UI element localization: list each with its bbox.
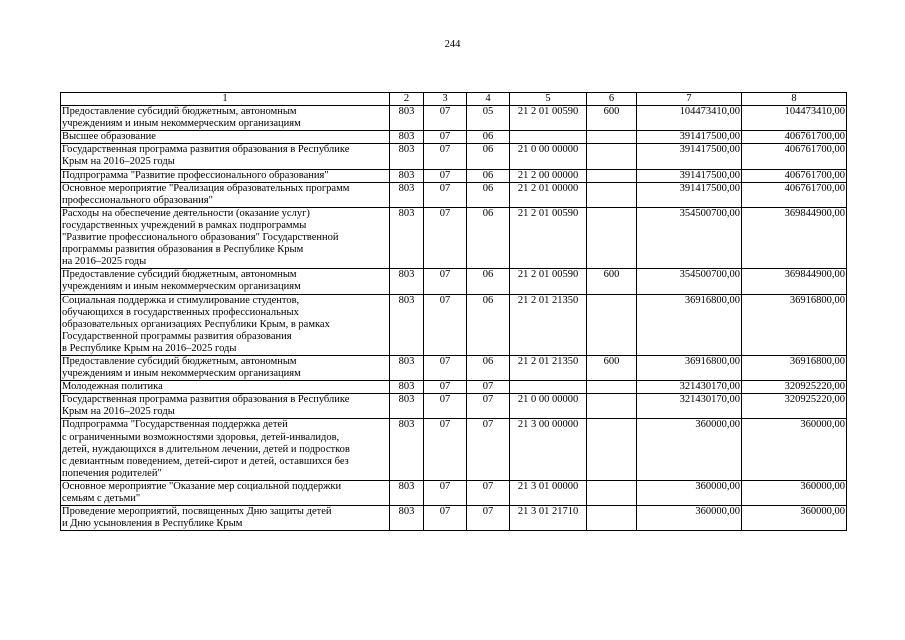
row-description (61, 131, 390, 144)
description-line: детей, нуждающихся в длительном лечении, детей и подростков (62, 443, 350, 455)
row-expense-type (587, 381, 637, 394)
description-line: в Республике Крым на 2016–2025 годы (62, 342, 237, 354)
budget-table (60, 92, 847, 531)
row-description (61, 480, 390, 505)
page-number: 244 (444, 39, 461, 50)
table-body (61, 106, 847, 531)
row-admin-code: 803 (390, 355, 424, 380)
row-section: 07 (424, 182, 467, 207)
description-line: Государственная программа развития образования в Республике (62, 144, 350, 156)
row-target-article: 21 2 01 21350 (510, 294, 587, 355)
row-target-article (510, 381, 587, 394)
row-admin-code: 803 (390, 144, 424, 169)
description-line: Крым на 2016–2025 годы (62, 406, 175, 418)
row-target-article: 21 3 01 00000 (510, 480, 587, 505)
table-row (61, 144, 847, 169)
row-description (61, 294, 390, 355)
description-line: программы развития образования в Республике Крым (62, 244, 304, 256)
row-description (61, 381, 390, 394)
row-section: 07 (424, 355, 467, 380)
row-expense-type (587, 394, 637, 419)
table-row (61, 394, 847, 419)
header-col-5: 5 (510, 93, 587, 106)
row-target-article: 21 2 01 00590 (510, 106, 587, 131)
description-line: учреждениям и иным некоммерческим организациям (62, 368, 301, 380)
row-amount-year-2: 360000,00 (742, 506, 847, 531)
row-admin-code: 803 (390, 294, 424, 355)
row-section: 07 (424, 480, 467, 505)
description-line: Социальная поддержка и стимулирование студентов, (62, 294, 300, 306)
row-description (61, 394, 390, 419)
row-admin-code: 803 (390, 419, 424, 480)
row-section: 07 (424, 394, 467, 419)
row-section: 07 (424, 419, 467, 480)
row-amount-year-1: 36916800,00 (637, 355, 742, 380)
row-amount-year-1: 391417500,00 (637, 182, 742, 207)
row-amount-year-1: 104473410,00 (637, 106, 742, 131)
row-expense-type (587, 506, 637, 531)
description-line: учреждениям и иным некоммерческим организациям (62, 281, 301, 293)
row-amount-year-1: 391417500,00 (637, 169, 742, 182)
row-amount-year-2: 369844900,00 (742, 207, 847, 268)
row-admin-code: 803 (390, 394, 424, 419)
row-admin-code: 803 (390, 169, 424, 182)
description-line: Подпрограмма "Государственная поддержка детей (62, 419, 288, 431)
description-line: образовательных организациях Республики Крым, в рамках (62, 318, 330, 330)
table-row (61, 506, 847, 531)
description-line: учреждениям и иным некоммерческим организациям (62, 118, 301, 130)
table-row (61, 419, 847, 480)
header-col-1: 1 (61, 93, 390, 106)
row-expense-type: 600 (587, 269, 637, 294)
row-admin-code: 803 (390, 131, 424, 144)
row-admin-code: 803 (390, 480, 424, 505)
description-line: Молодежная политика (62, 381, 163, 393)
row-amount-year-2: 36916800,00 (742, 355, 847, 380)
header-col-3: 3 (424, 93, 467, 106)
row-target-article: 21 2 01 00590 (510, 269, 587, 294)
description-line: Основное мероприятие "Оказание мер социальной поддержки (62, 480, 342, 492)
row-target-article (510, 131, 587, 144)
row-section: 07 (424, 506, 467, 531)
header-col-7: 7 (637, 93, 742, 106)
row-description (61, 419, 390, 480)
row-expense-type (587, 182, 637, 207)
row-description (61, 144, 390, 169)
row-target-article: 21 3 00 00000 (510, 419, 587, 480)
row-section: 07 (424, 169, 467, 182)
row-admin-code: 803 (390, 506, 424, 531)
table-row (61, 381, 847, 394)
description-line: Подпрограмма "Развитие профессионального образования" (62, 169, 329, 181)
table-header-row (61, 93, 847, 106)
row-amount-year-2: 36916800,00 (742, 294, 847, 355)
row-amount-year-2: 104473410,00 (742, 106, 847, 131)
row-description (61, 106, 390, 131)
row-admin-code: 803 (390, 182, 424, 207)
row-amount-year-2: 406761700,00 (742, 131, 847, 144)
description-line: Предоставление субсидий бюджетным, автономным (62, 106, 297, 118)
row-admin-code: 803 (390, 269, 424, 294)
row-expense-type (587, 480, 637, 505)
row-subsection: 07 (467, 394, 510, 419)
row-target-article: 21 0 00 00000 (510, 144, 587, 169)
row-expense-type (587, 294, 637, 355)
row-admin-code: 803 (390, 207, 424, 268)
table-row (61, 182, 847, 207)
row-expense-type (587, 207, 637, 268)
table-row (61, 106, 847, 131)
row-amount-year-1: 354500700,00 (637, 269, 742, 294)
row-subsection: 07 (467, 506, 510, 531)
row-section: 07 (424, 144, 467, 169)
row-target-article: 21 2 00 00000 (510, 169, 587, 182)
row-expense-type (587, 144, 637, 169)
row-target-article: 21 2 01 00000 (510, 182, 587, 207)
row-amount-year-2: 406761700,00 (742, 144, 847, 169)
row-subsection: 06 (467, 269, 510, 294)
row-expense-type: 600 (587, 106, 637, 131)
row-section: 07 (424, 269, 467, 294)
description-line: Основное мероприятие "Реализация образовательных программ (62, 182, 350, 194)
row-amount-year-2: 360000,00 (742, 419, 847, 480)
row-expense-type (587, 169, 637, 182)
row-description (61, 182, 390, 207)
row-subsection: 06 (467, 355, 510, 380)
description-line: Государственная программа развития образования в Республике (62, 394, 350, 406)
row-amount-year-1: 391417500,00 (637, 131, 742, 144)
row-description (61, 207, 390, 268)
row-section: 07 (424, 106, 467, 131)
table-row (61, 207, 847, 268)
row-section: 07 (424, 381, 467, 394)
row-amount-year-1: 360000,00 (637, 480, 742, 505)
description-line: обучающихся в государственных профессиональных (62, 306, 299, 318)
description-line: Проведение мероприятий, посвященных Дню защиты детей (62, 506, 332, 518)
description-line: Крым на 2016–2025 годы (62, 156, 175, 168)
row-target-article: 21 2 01 21350 (510, 355, 587, 380)
row-expense-type (587, 131, 637, 144)
row-amount-year-1: 354500700,00 (637, 207, 742, 268)
row-subsection: 07 (467, 480, 510, 505)
row-amount-year-2: 320925220,00 (742, 381, 847, 394)
row-description (61, 506, 390, 531)
description-line: Высшее образование (62, 131, 156, 143)
description-line: профессионального образования" (62, 194, 213, 206)
header-col-8: 8 (742, 93, 847, 106)
description-line: "Развитие профессионального образования" Государственной (62, 232, 339, 244)
row-target-article: 21 2 01 00590 (510, 207, 587, 268)
row-description (61, 355, 390, 380)
row-subsection: 06 (467, 207, 510, 268)
row-subsection: 06 (467, 294, 510, 355)
row-admin-code: 803 (390, 381, 424, 394)
row-description (61, 169, 390, 182)
description-line: на 2016–2025 годы (62, 256, 147, 268)
description-line: Государственной программы развития образования (62, 330, 292, 342)
row-amount-year-2: 369844900,00 (742, 269, 847, 294)
row-amount-year-1: 321430170,00 (637, 381, 742, 394)
description-line: попечения родителей" (62, 467, 162, 479)
row-amount-year-1: 360000,00 (637, 506, 742, 531)
table-row (61, 355, 847, 380)
row-amount-year-1: 321430170,00 (637, 394, 742, 419)
row-description (61, 269, 390, 294)
header-col-4: 4 (467, 93, 510, 106)
table-row (61, 294, 847, 355)
description-line: Расходы на обеспечение деятельности (оказание услуг) (62, 207, 310, 219)
row-amount-year-2: 406761700,00 (742, 169, 847, 182)
row-subsection: 06 (467, 131, 510, 144)
row-amount-year-1: 360000,00 (637, 419, 742, 480)
row-section: 07 (424, 131, 467, 144)
row-expense-type (587, 419, 637, 480)
row-subsection: 07 (467, 419, 510, 480)
row-amount-year-1: 391417500,00 (637, 144, 742, 169)
table-row (61, 269, 847, 294)
description-line: Предоставление субсидий бюджетным, автономным (62, 269, 297, 281)
row-target-article: 21 3 01 21710 (510, 506, 587, 531)
row-subsection: 05 (467, 106, 510, 131)
description-line: государственных учреждений в рамках подпрограммы (62, 219, 307, 231)
header-col-6: 6 (587, 93, 637, 106)
description-line: семьям с детьми" (62, 493, 141, 504)
row-admin-code: 803 (390, 106, 424, 131)
description-line: Предоставление субсидий бюджетным, автономным (62, 355, 297, 367)
row-target-article: 21 0 00 00000 (510, 394, 587, 419)
row-subsection: 06 (467, 144, 510, 169)
row-subsection: 06 (467, 182, 510, 207)
header-col-2: 2 (390, 93, 424, 106)
row-section: 07 (424, 207, 467, 268)
description-line: с ограниченными возможностями здоровья, детей-инвалидов, (62, 431, 340, 443)
row-subsection: 07 (467, 381, 510, 394)
row-expense-type: 600 (587, 355, 637, 380)
table-row (61, 169, 847, 182)
table-row (61, 131, 847, 144)
description-line: и Дню усыновления в Республике Крым (62, 518, 243, 530)
table-row (61, 480, 847, 505)
description-line: с девиантным поведением, детей-сирот и детей, оставшихся без (62, 455, 349, 467)
row-amount-year-2: 320925220,00 (742, 394, 847, 419)
row-amount-year-2: 360000,00 (742, 480, 847, 505)
row-amount-year-2: 406761700,00 (742, 182, 847, 207)
row-section: 07 (424, 294, 467, 355)
row-subsection: 06 (467, 169, 510, 182)
row-amount-year-1: 36916800,00 (637, 294, 742, 355)
